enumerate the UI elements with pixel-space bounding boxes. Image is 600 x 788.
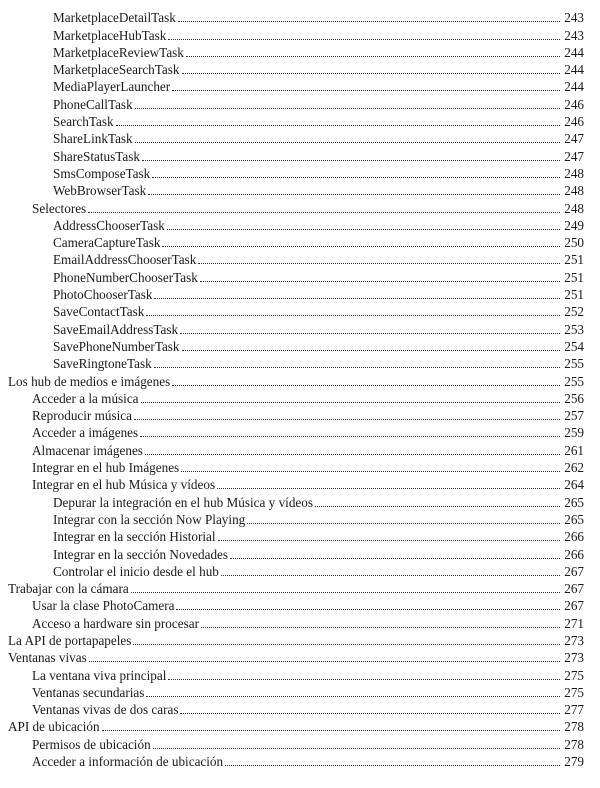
toc-entry-title: SaveRingtoneTask bbox=[53, 356, 152, 372]
dot-leader bbox=[140, 436, 560, 437]
dot-leader bbox=[217, 488, 560, 489]
toc-entry-title: Acceder a la música bbox=[32, 390, 139, 406]
dot-leader bbox=[154, 298, 560, 299]
toc-entry-title: SmsComposeTask bbox=[53, 165, 151, 181]
toc-entry-page-number: 243 bbox=[564, 10, 584, 26]
toc-entry-title: Selectores bbox=[32, 200, 87, 216]
toc-entry-title: EmailAddressChooserTask bbox=[53, 252, 197, 268]
toc-entry-page-number: 264 bbox=[564, 477, 584, 493]
dot-leader bbox=[172, 385, 560, 386]
toc-entry-page-number: 266 bbox=[564, 529, 584, 545]
toc-entry bbox=[0, 476, 600, 493]
toc-entry-page-number: 262 bbox=[564, 460, 584, 476]
toc-entry-title: Usar la clase PhotoCamera bbox=[32, 598, 175, 614]
dot-leader bbox=[154, 367, 560, 368]
dot-leader bbox=[315, 506, 560, 507]
toc-entry bbox=[0, 130, 600, 147]
toc-entry-page-number: 259 bbox=[564, 425, 584, 441]
dot-leader bbox=[116, 125, 560, 126]
toc-entry-title: Acceso a hardware sin procesar bbox=[32, 615, 199, 631]
dot-leader bbox=[198, 263, 560, 264]
dot-leader bbox=[218, 540, 560, 541]
toc-entry-page-number: 271 bbox=[564, 615, 584, 631]
toc-entry-page-number: 275 bbox=[564, 684, 584, 700]
dot-leader bbox=[89, 661, 560, 662]
dot-leader bbox=[201, 627, 560, 628]
toc-entry-title: Integrar en la sección Historial bbox=[53, 529, 216, 545]
toc-entry bbox=[0, 459, 600, 476]
toc-entry-page-number: 267 bbox=[564, 598, 584, 614]
toc-entry bbox=[0, 390, 600, 407]
toc-entry-title: MarketplaceReviewTask bbox=[53, 44, 184, 60]
toc-entry-title: Integrar en el hub Música y vídeos bbox=[32, 477, 216, 493]
dot-leader bbox=[162, 246, 560, 247]
toc-entry-page-number: 244 bbox=[564, 79, 584, 95]
toc-entry-page-number: 246 bbox=[564, 114, 584, 130]
dot-leader bbox=[230, 558, 560, 559]
toc-entry bbox=[0, 614, 600, 631]
toc-entry-page-number: 247 bbox=[564, 131, 584, 147]
toc-entry-title: MarketplaceSearchTask bbox=[53, 62, 180, 78]
toc-entry-title: ShareLinkTask bbox=[53, 131, 133, 147]
toc-entry-title: PhotoChooserTask bbox=[53, 287, 153, 303]
dot-leader bbox=[141, 402, 560, 403]
toc-entry-title: PhoneCallTask bbox=[53, 96, 133, 112]
toc-entry-page-number: 255 bbox=[564, 356, 584, 372]
dot-leader bbox=[146, 315, 560, 316]
toc-entry bbox=[0, 78, 600, 95]
toc-entry-page-number: 257 bbox=[564, 408, 584, 424]
toc-entry bbox=[0, 251, 600, 268]
toc-entry bbox=[0, 441, 600, 458]
toc-entry-title: Almacenar imágenes bbox=[32, 442, 143, 458]
toc-entry-title: Ventanas vivas bbox=[8, 650, 87, 666]
toc-entry-page-number: 251 bbox=[564, 252, 584, 268]
toc-entry bbox=[0, 753, 600, 770]
toc-entry-page-number: 244 bbox=[564, 44, 584, 60]
dot-leader bbox=[247, 523, 560, 524]
toc-entry bbox=[0, 407, 600, 424]
toc-entry-page-number: 247 bbox=[564, 148, 584, 164]
toc-entry bbox=[0, 597, 600, 614]
dot-leader bbox=[133, 644, 560, 645]
toc-entry-title: Los hub de medios e imágenes bbox=[8, 373, 171, 389]
toc-entry bbox=[0, 182, 600, 199]
toc-entry-page-number: 261 bbox=[564, 442, 584, 458]
toc-entry bbox=[0, 199, 600, 216]
toc-entry-page-number: 251 bbox=[564, 287, 584, 303]
dot-leader bbox=[146, 696, 560, 697]
toc-entry bbox=[0, 147, 600, 164]
toc-entry-title: WebBrowserTask bbox=[53, 183, 147, 199]
toc-entry-title: SavePhoneNumberTask bbox=[53, 338, 180, 354]
toc-entry bbox=[0, 632, 600, 649]
toc-entry bbox=[0, 372, 600, 389]
toc-entry-title: Ventanas secundarias bbox=[32, 684, 145, 700]
toc-entry-page-number: 253 bbox=[564, 321, 584, 337]
toc-entry-page-number: 275 bbox=[564, 667, 584, 683]
dot-leader bbox=[102, 730, 560, 731]
toc-entry bbox=[0, 61, 600, 78]
toc-entry-title: CameraCaptureTask bbox=[53, 235, 161, 251]
toc-entry bbox=[0, 735, 600, 752]
toc-entry-title: Permisos de ubicación bbox=[32, 736, 151, 752]
toc-entry-title: MediaPlayerLauncher bbox=[53, 79, 171, 95]
dot-leader bbox=[176, 609, 560, 610]
toc-entry-page-number: 248 bbox=[564, 165, 584, 181]
dot-leader bbox=[167, 229, 560, 230]
toc-entry-title: AddressChooserTask bbox=[53, 217, 165, 233]
dot-leader bbox=[180, 713, 560, 714]
toc-entry-page-number: 267 bbox=[564, 563, 584, 579]
toc-entry-title: La API de portapapeles bbox=[8, 632, 132, 648]
toc-entry bbox=[0, 545, 600, 562]
toc-entry bbox=[0, 217, 600, 234]
dot-leader bbox=[200, 281, 560, 282]
toc-entry-page-number: 266 bbox=[564, 546, 584, 562]
dot-leader bbox=[180, 333, 560, 334]
dot-leader bbox=[168, 679, 560, 680]
dot-leader bbox=[182, 350, 560, 351]
dot-leader bbox=[148, 194, 560, 195]
toc-entry bbox=[0, 511, 600, 528]
dot-leader bbox=[152, 177, 560, 178]
toc-entry bbox=[0, 338, 600, 355]
dot-leader bbox=[134, 419, 560, 420]
toc-entry-page-number: 265 bbox=[564, 511, 584, 527]
dot-leader bbox=[153, 748, 560, 749]
dot-leader bbox=[221, 575, 560, 576]
dot-leader bbox=[172, 90, 560, 91]
dot-leader bbox=[145, 454, 560, 455]
toc-entry-title: ShareStatusTask bbox=[53, 148, 140, 164]
toc-entry-title: Integrar en el hub Imágenes bbox=[32, 460, 180, 476]
toc-entry-title: Reproducir música bbox=[32, 408, 132, 424]
toc-entry-page-number: 244 bbox=[564, 62, 584, 78]
toc-entry-title: SaveEmailAddressTask bbox=[53, 321, 179, 337]
toc-entry bbox=[0, 355, 600, 372]
toc-entry-page-number: 265 bbox=[564, 494, 584, 510]
toc-entry bbox=[0, 649, 600, 666]
toc-entry bbox=[0, 320, 600, 337]
toc-entry-page-number: 249 bbox=[564, 217, 584, 233]
toc-entry-page-number: 246 bbox=[564, 96, 584, 112]
toc-entry-page-number: 278 bbox=[564, 719, 584, 735]
toc-entry bbox=[0, 95, 600, 112]
toc-entry bbox=[0, 718, 600, 735]
dot-leader bbox=[135, 108, 560, 109]
dot-leader bbox=[186, 56, 560, 57]
toc-entry-title: Integrar en la sección Novedades bbox=[53, 546, 229, 562]
toc-entry-title: MarketplaceDetailTask bbox=[53, 10, 176, 26]
toc-entry-title: Integrar con la sección Now Playing bbox=[53, 511, 246, 527]
toc-entry-page-number: 278 bbox=[564, 736, 584, 752]
toc-entry bbox=[0, 165, 600, 182]
toc-entry bbox=[0, 493, 600, 510]
toc-entry-page-number: 255 bbox=[564, 373, 584, 389]
toc-entry-title: Ventanas vivas de dos caras bbox=[32, 702, 179, 718]
toc-entry bbox=[0, 580, 600, 597]
toc-entry-page-number: 243 bbox=[564, 27, 584, 43]
toc-entry bbox=[0, 26, 600, 43]
toc-entry bbox=[0, 268, 600, 285]
toc-entry-page-number: 251 bbox=[564, 269, 584, 285]
toc-entry-title: La ventana viva principal bbox=[32, 667, 167, 683]
toc-entry-page-number: 254 bbox=[564, 338, 584, 354]
toc-entry-title: PhoneNumberChooserTask bbox=[53, 269, 198, 285]
dot-leader bbox=[181, 471, 560, 472]
dot-leader bbox=[225, 765, 560, 766]
toc-entry-title: MarketplaceHubTask bbox=[53, 27, 167, 43]
toc-entry-title: SaveContactTask bbox=[53, 304, 145, 320]
dot-leader bbox=[168, 39, 560, 40]
toc-entry-page-number: 256 bbox=[564, 390, 584, 406]
toc-entry bbox=[0, 424, 600, 441]
toc-entry-title: Acceder a imágenes bbox=[32, 425, 139, 441]
toc-entry bbox=[0, 528, 600, 545]
dot-leader bbox=[88, 212, 560, 213]
toc-entry-page-number: 248 bbox=[564, 183, 584, 199]
toc-entry-title: Trabajar con la cámara bbox=[8, 581, 129, 597]
dot-leader bbox=[182, 73, 561, 74]
toc-entry-page-number: 248 bbox=[564, 200, 584, 216]
dot-leader bbox=[131, 592, 560, 593]
toc-entry-title: Controlar el inicio desde el hub bbox=[53, 563, 219, 579]
dot-leader bbox=[178, 21, 560, 22]
toc-entry-title: Depurar la integración en el hub Música y vídeos bbox=[53, 494, 314, 510]
toc-entry bbox=[0, 701, 600, 718]
toc-entry-page-number: 252 bbox=[564, 304, 584, 320]
toc-entry-page-number: 250 bbox=[564, 235, 584, 251]
toc-entry-page-number: 273 bbox=[564, 632, 584, 648]
toc-entry-title: Acceder a información de ubicación bbox=[32, 754, 224, 770]
toc-entry bbox=[0, 563, 600, 580]
toc-entry-page-number: 267 bbox=[564, 581, 584, 597]
toc-entry-page-number: 273 bbox=[564, 650, 584, 666]
toc-entry bbox=[0, 234, 600, 251]
toc-entry bbox=[0, 9, 600, 26]
toc-entry-title: API de ubicación bbox=[8, 719, 100, 735]
toc-entry bbox=[0, 684, 600, 701]
dot-leader bbox=[142, 160, 560, 161]
toc-entry-page-number: 277 bbox=[564, 702, 584, 718]
toc-entry bbox=[0, 113, 600, 130]
toc-entry-title: SearchTask bbox=[53, 114, 114, 130]
toc-entry bbox=[0, 286, 600, 303]
toc-entry bbox=[0, 303, 600, 320]
toc-entry bbox=[0, 666, 600, 683]
toc-entry-page-number: 279 bbox=[564, 754, 584, 770]
dot-leader bbox=[135, 142, 560, 143]
toc-entry bbox=[0, 44, 600, 61]
